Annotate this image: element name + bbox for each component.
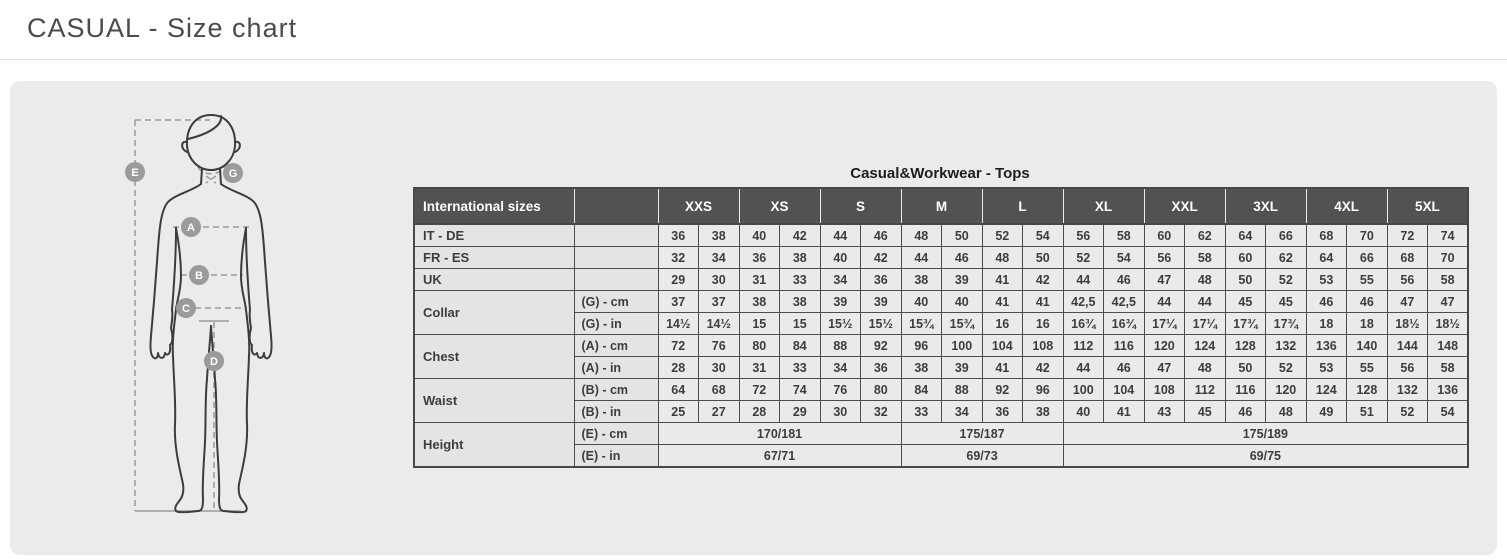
size-cell: 39 (820, 291, 861, 313)
empty-header (574, 188, 658, 224)
size-cell: 32 (861, 401, 902, 423)
size-cell: 15 (739, 313, 780, 335)
size-chart-panel (10, 81, 1497, 555)
size-cell: 29 (658, 269, 699, 291)
size-cell: 44 (820, 224, 861, 247)
size-cell: 17¾ (1225, 313, 1266, 335)
size-cell: 15½ (861, 313, 902, 335)
size-cell: 54 (1428, 401, 1469, 423)
size-cell: 104 (1104, 379, 1145, 401)
size-cell: 148 (1428, 335, 1469, 357)
size-cell: 38 (739, 291, 780, 313)
size-cell: 88 (820, 335, 861, 357)
size-cell: 30 (820, 401, 861, 423)
size-cell: 44 (1144, 291, 1185, 313)
size-cell: 68 (1387, 247, 1428, 269)
size-cell: 15¾ (901, 313, 942, 335)
size-cell: 50 (942, 224, 983, 247)
size-cell: 108 (1023, 335, 1064, 357)
size-cell: 16¾ (1104, 313, 1145, 335)
table-row (414, 379, 1468, 401)
svg-text:A: A (187, 222, 195, 234)
row-sublabel: (B) - in (574, 401, 658, 423)
size-cell: 44 (1185, 291, 1226, 313)
size-cell: 47 (1428, 291, 1469, 313)
size-cell: 56 (1387, 357, 1428, 379)
size-cell: 40 (942, 291, 983, 313)
size-cell: 62 (1185, 224, 1226, 247)
size-cell: 76 (699, 335, 740, 357)
size-cell: 38 (1023, 401, 1064, 423)
size-cell: 100 (942, 335, 983, 357)
size-cell: 48 (982, 247, 1023, 269)
size-cell: 56 (1063, 224, 1104, 247)
size-header-xxl: XXL (1144, 188, 1225, 224)
size-cell: 51 (1347, 401, 1388, 423)
size-cell: 40 (739, 224, 780, 247)
table-row (414, 291, 1468, 313)
size-cell: 47 (1144, 357, 1185, 379)
size-header-xl: XL (1063, 188, 1144, 224)
size-cell: 14½ (658, 313, 699, 335)
size-cell: 15½ (820, 313, 861, 335)
size-cell: 170/181 (658, 423, 901, 445)
size-cell: 128 (1347, 379, 1388, 401)
size-cell: 68 (699, 379, 740, 401)
size-cell: 38 (699, 224, 740, 247)
marker-hip-C (176, 298, 196, 318)
size-cell: 56 (1144, 247, 1185, 269)
size-cell: 41 (982, 357, 1023, 379)
row-label: UK (414, 269, 574, 291)
size-cell: 52 (1266, 269, 1307, 291)
size-header-5xl: 5XL (1387, 188, 1468, 224)
size-cell: 69/73 (901, 445, 1063, 468)
size-cell: 48 (901, 224, 942, 247)
body-outline (150, 115, 271, 512)
size-cell: 41 (1104, 401, 1145, 423)
row-sublabel: (E) - cm (574, 423, 658, 445)
size-cell: 30 (699, 357, 740, 379)
size-cell: 18½ (1387, 313, 1428, 335)
size-cell: 38 (780, 291, 821, 313)
row-label: FR - ES (414, 247, 574, 269)
size-cell: 92 (982, 379, 1023, 401)
size-table-section (413, 165, 1467, 468)
size-cell: 46 (1104, 357, 1145, 379)
size-cell: 53 (1306, 357, 1347, 379)
size-cell: 28 (658, 357, 699, 379)
size-header-4xl: 4XL (1306, 188, 1387, 224)
row-sublabel: (A) - in (574, 357, 658, 379)
size-cell: 46 (1225, 401, 1266, 423)
size-cell: 25 (658, 401, 699, 423)
size-cell: 28 (739, 401, 780, 423)
size-cell: 37 (699, 291, 740, 313)
size-cell: 44 (1063, 357, 1104, 379)
size-cell: 46 (1347, 291, 1388, 313)
row-sublabel (574, 224, 658, 247)
size-cell: 124 (1185, 335, 1226, 357)
size-cell: 52 (1387, 401, 1428, 423)
size-cell: 72 (1387, 224, 1428, 247)
row-label: Waist (414, 379, 574, 423)
row-sublabel: (A) - cm (574, 335, 658, 357)
size-cell: 80 (739, 335, 780, 357)
size-cell: 32 (658, 247, 699, 269)
size-cell: 30 (699, 269, 740, 291)
row-sublabel: (G) - cm (574, 291, 658, 313)
size-cell: 72 (658, 335, 699, 357)
size-cell: 96 (901, 335, 942, 357)
size-cell: 72 (739, 379, 780, 401)
size-cell: 33 (901, 401, 942, 423)
size-cell: 17¼ (1144, 313, 1185, 335)
size-cell: 45 (1266, 291, 1307, 313)
size-cell: 16 (982, 313, 1023, 335)
marker-height-E (125, 162, 145, 182)
size-cell: 144 (1387, 335, 1428, 357)
size-cell: 41 (1023, 291, 1064, 313)
size-cell: 37 (658, 291, 699, 313)
size-cell: 128 (1225, 335, 1266, 357)
corner-header: International sizes (414, 188, 574, 224)
size-header-m: M (901, 188, 982, 224)
marker-waist-B (189, 265, 209, 285)
row-sublabel: (G) - in (574, 313, 658, 335)
size-table (413, 187, 1469, 468)
size-cell: 34 (820, 357, 861, 379)
size-cell: 36 (861, 357, 902, 379)
row-label: Collar (414, 291, 574, 335)
size-cell: 60 (1225, 247, 1266, 269)
size-cell: 29 (780, 401, 821, 423)
page-header (0, 0, 1507, 60)
size-cell: 40 (901, 291, 942, 313)
size-cell: 34 (942, 401, 983, 423)
size-cell: 46 (1104, 269, 1145, 291)
size-cell: 49 (1306, 401, 1347, 423)
size-cell: 62 (1266, 247, 1307, 269)
size-cell: 74 (1428, 224, 1469, 247)
size-header-xs: XS (739, 188, 820, 224)
size-cell: 69/75 (1063, 445, 1468, 468)
page-title: CASUAL - Size chart (27, 13, 298, 43)
marker-inseam-D (204, 351, 224, 371)
size-cell: 74 (780, 379, 821, 401)
size-cell: 18 (1347, 313, 1388, 335)
size-header-l: L (982, 188, 1063, 224)
size-cell: 44 (901, 247, 942, 269)
size-cell: 42,5 (1063, 291, 1104, 313)
size-cell: 38 (901, 357, 942, 379)
size-cell: 58 (1104, 224, 1145, 247)
row-label: Height (414, 423, 574, 468)
size-cell: 42,5 (1104, 291, 1145, 313)
size-cell: 80 (861, 379, 902, 401)
size-cell: 46 (942, 247, 983, 269)
size-cell: 36 (658, 224, 699, 247)
size-cell: 54 (1023, 224, 1064, 247)
size-cell: 43 (1144, 401, 1185, 423)
table-row (414, 247, 1468, 269)
size-cell: 48 (1266, 401, 1307, 423)
size-cell: 120 (1144, 335, 1185, 357)
size-cell: 48 (1185, 357, 1226, 379)
size-cell: 52 (982, 224, 1023, 247)
size-cell: 47 (1144, 269, 1185, 291)
size-cell: 41 (982, 269, 1023, 291)
size-cell: 112 (1185, 379, 1226, 401)
size-cell: 34 (820, 269, 861, 291)
size-cell: 132 (1266, 335, 1307, 357)
size-cell: 18 (1306, 313, 1347, 335)
size-cell: 36 (982, 401, 1023, 423)
size-cell: 33 (780, 269, 821, 291)
size-cell: 140 (1347, 335, 1388, 357)
size-cell: 31 (739, 269, 780, 291)
size-cell: 44 (1063, 269, 1104, 291)
header-row (414, 188, 1468, 224)
size-cell: 55 (1347, 269, 1388, 291)
size-cell: 100 (1063, 379, 1104, 401)
row-sublabel (574, 247, 658, 269)
size-cell: 60 (1144, 224, 1185, 247)
size-cell: 46 (861, 224, 902, 247)
size-header-3xl: 3XL (1225, 188, 1306, 224)
size-cell: 36 (861, 269, 902, 291)
marker-chest-A (181, 217, 201, 237)
table-row (414, 423, 1468, 445)
svg-text:E: E (131, 167, 139, 179)
size-cell: 56 (1387, 269, 1428, 291)
size-cell: 53 (1306, 269, 1347, 291)
size-cell: 112 (1063, 335, 1104, 357)
size-cell: 104 (982, 335, 1023, 357)
marker-collar-G (223, 163, 243, 183)
size-cell: 48 (1185, 269, 1226, 291)
size-cell: 76 (820, 379, 861, 401)
size-cell: 31 (739, 357, 780, 379)
size-cell: 124 (1306, 379, 1347, 401)
size-cell: 55 (1347, 357, 1388, 379)
size-cell: 14½ (699, 313, 740, 335)
size-cell: 50 (1023, 247, 1064, 269)
size-cell: 70 (1347, 224, 1388, 247)
svg-text:D: D (210, 356, 218, 368)
size-cell: 42 (780, 224, 821, 247)
size-cell: 34 (699, 247, 740, 269)
size-cell: 88 (942, 379, 983, 401)
size-cell: 64 (658, 379, 699, 401)
size-cell: 136 (1428, 379, 1469, 401)
size-cell: 70 (1428, 247, 1469, 269)
size-cell: 84 (901, 379, 942, 401)
size-cell: 42 (1023, 357, 1064, 379)
size-cell: 16 (1023, 313, 1064, 335)
table-title: Casual&Workwear - Tops (850, 165, 1030, 182)
size-cell: 58 (1428, 269, 1469, 291)
table-row (414, 269, 1468, 291)
size-cell: 54 (1104, 247, 1145, 269)
size-cell: 15 (780, 313, 821, 335)
size-cell: 39 (861, 291, 902, 313)
body-measurement-diagram (110, 94, 330, 524)
row-label: Chest (414, 335, 574, 379)
size-cell: 38 (901, 269, 942, 291)
row-sublabel: (B) - cm (574, 379, 658, 401)
size-cell: 64 (1306, 247, 1347, 269)
size-cell: 66 (1347, 247, 1388, 269)
size-cell: 41 (982, 291, 1023, 313)
size-cell: 17¼ (1185, 313, 1226, 335)
size-cell: 175/189 (1063, 423, 1468, 445)
size-cell: 46 (1306, 291, 1347, 313)
svg-text:B: B (195, 270, 203, 282)
size-cell: 92 (861, 335, 902, 357)
size-cell: 15¾ (942, 313, 983, 335)
size-cell: 52 (1063, 247, 1104, 269)
size-cell: 39 (942, 357, 983, 379)
size-cell: 47 (1387, 291, 1428, 313)
svg-text:C: C (182, 303, 190, 315)
size-header-xxs: XXS (658, 188, 739, 224)
size-cell: 17¾ (1266, 313, 1307, 335)
size-cell: 66 (1266, 224, 1307, 247)
table-row (414, 224, 1468, 247)
size-cell: 52 (1266, 357, 1307, 379)
size-cell: 108 (1144, 379, 1185, 401)
size-cell: 45 (1185, 401, 1226, 423)
row-label: IT - DE (414, 224, 574, 247)
table-row (414, 335, 1468, 357)
size-cell: 96 (1023, 379, 1064, 401)
size-cell: 40 (820, 247, 861, 269)
size-cell: 18½ (1428, 313, 1469, 335)
size-cell: 27 (699, 401, 740, 423)
size-cell: 50 (1225, 357, 1266, 379)
size-cell: 38 (780, 247, 821, 269)
size-cell: 120 (1266, 379, 1307, 401)
size-cell: 136 (1306, 335, 1347, 357)
size-cell: 175/187 (901, 423, 1063, 445)
size-cell: 40 (1063, 401, 1104, 423)
row-sublabel (574, 269, 658, 291)
body-diagram-svg (110, 94, 330, 524)
size-cell: 45 (1225, 291, 1266, 313)
size-cell: 67/71 (658, 445, 901, 468)
size-cell: 132 (1387, 379, 1428, 401)
size-cell: 42 (1023, 269, 1064, 291)
size-cell: 39 (942, 269, 983, 291)
size-cell: 42 (861, 247, 902, 269)
size-cell: 36 (739, 247, 780, 269)
size-cell: 116 (1225, 379, 1266, 401)
size-cell: 58 (1428, 357, 1469, 379)
size-cell: 58 (1185, 247, 1226, 269)
size-cell: 64 (1225, 224, 1266, 247)
size-cell: 33 (780, 357, 821, 379)
size-cell: 16¾ (1063, 313, 1104, 335)
size-cell: 116 (1104, 335, 1145, 357)
size-cell: 84 (780, 335, 821, 357)
row-sublabel: (E) - in (574, 445, 658, 468)
svg-text:G: G (228, 168, 238, 180)
size-cell: 50 (1225, 269, 1266, 291)
size-cell: 68 (1306, 224, 1347, 247)
size-header-s: S (820, 188, 901, 224)
